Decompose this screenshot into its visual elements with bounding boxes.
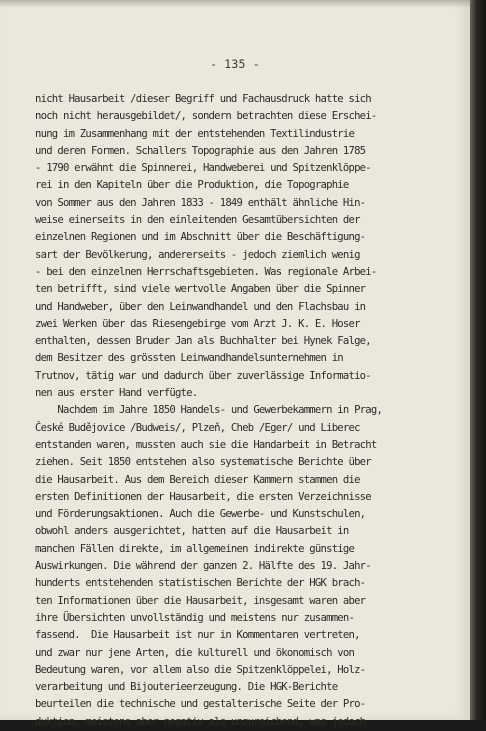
text-line: hunderts entstehenden statistischen Berichte der HGK brach-	[35, 577, 366, 590]
text-line: nung im Zusammenhang mit der entstehenden Textilindustrie	[35, 127, 355, 140]
text-line: Auswirkungen. Die während der ganzen 2. Hälfte des 19. Jahr-	[35, 560, 371, 573]
text-line: obwohl anders ausgerichtet, hatten auf die Hausarbeit in	[35, 525, 349, 538]
body-text	[35, 91, 475, 731]
text-line: dem Besitzer des grössten Leinwandhandelsunternehmen in	[35, 352, 343, 365]
text-line: entstanden waren, mussten auch sie die Handarbeit in Betracht	[35, 438, 377, 451]
text-line: Trutnov, tätig war und dadurch über zuverlässige Informatio-	[35, 369, 371, 382]
text-line: - 1790 erwähnt die Spinnerei, Handweberei und Spitzenklöppe-	[35, 162, 371, 175]
text-line: České Budějovice /Budweis/, Plzeň, Cheb /Eger/ und Liberec	[35, 421, 360, 434]
text-line: Bedeutung waren, vor allem also die Spitzenklöppelei, Holz-	[35, 663, 366, 676]
text-line: und Förderungsaktionen. Auch die Gewerbe- und Kunstschulen,	[35, 508, 366, 521]
text-line: ihre Übersichten unvollständig und meistens nur zusammen-	[35, 611, 355, 624]
text-line: zwei Werken über das Riesengebirge vom Arzt J. K. E. Hoser	[35, 317, 360, 330]
text-line: sart der Bevölkerung, andererseits - jedoch ziemlich wenig	[35, 248, 360, 261]
text-line: beurteilen die technische und gestalterische Seite der Pro-	[35, 698, 366, 711]
text-line: duktion, meistens aber negativ als unzureichend, was jedoch	[35, 715, 366, 728]
text-line: enthalten, dessen Bruder Jan als Buchhalter bei Hynek Falge,	[35, 335, 371, 348]
text-line: Nachdem im Jahre 1850 Handels- und Gewerbekammern in Prag,	[35, 404, 383, 417]
text-line: nen aus erster Hand verfügte.	[35, 387, 198, 400]
text-line: und deren Formen. Schallers Topographie aus den Jahren 1785	[35, 144, 366, 157]
text-line: ersten Definitionen der Hausarbeit, die ersten Verzeichnisse	[35, 490, 371, 503]
page-number: - 135 -	[210, 57, 260, 71]
text-line: ten Informationen über die Hausarbeit, insgesamt waren aber	[35, 594, 366, 607]
text-line: manchen Fällen direkte, im allgemeinen indirekte günstige	[35, 542, 355, 555]
text-line: von Sommer aus den Jahren 1833 - 1849 enthält ähnliche Hin-	[35, 196, 366, 209]
text-line: ziehen. Seit 1850 entstehen also systematische Berichte über	[35, 456, 371, 469]
binding-edge	[470, 0, 486, 720]
text-line: - bei den einzelnen Herrschaftsgebieten. Was regionale Arbei-	[35, 265, 377, 278]
text-line: noch nicht herausgebildet/, sondern betrachten diese Erschei-	[35, 110, 377, 123]
page-top-shadow	[0, 0, 470, 8]
text-line: ten betrifft, sind viele wertvolle Angaben über die Spinner	[35, 283, 366, 296]
text-line: rei in den Kapiteln über die Produktion, die Topographie	[35, 179, 349, 192]
text-line: die Hausarbeit. Aus dem Bereich dieser Kammern stammen die	[35, 473, 360, 486]
text-line: verarbeitung und Bijouterieerzeugung. Die HGK-Berichte	[35, 681, 338, 694]
text-line: einzelnen Regionen und im Abschnitt über die Beschäftigung-	[35, 231, 366, 244]
text-line: und zwar nur jene Arten, die kulturell und ökonomisch von	[35, 646, 355, 659]
text-line: fassend. Die Hausarbeit ist nur in Kommentaren vertreten,	[35, 629, 360, 642]
text-line: nicht Hausarbeit /dieser Begriff und Fachausdruck hatte sich	[35, 93, 371, 105]
text-line: und Handweber, über den Leinwandhandel und den Flachsbau in	[35, 300, 366, 313]
text-line: weise einerseits in den einleitenden Gesamtübersichten der	[35, 214, 360, 227]
